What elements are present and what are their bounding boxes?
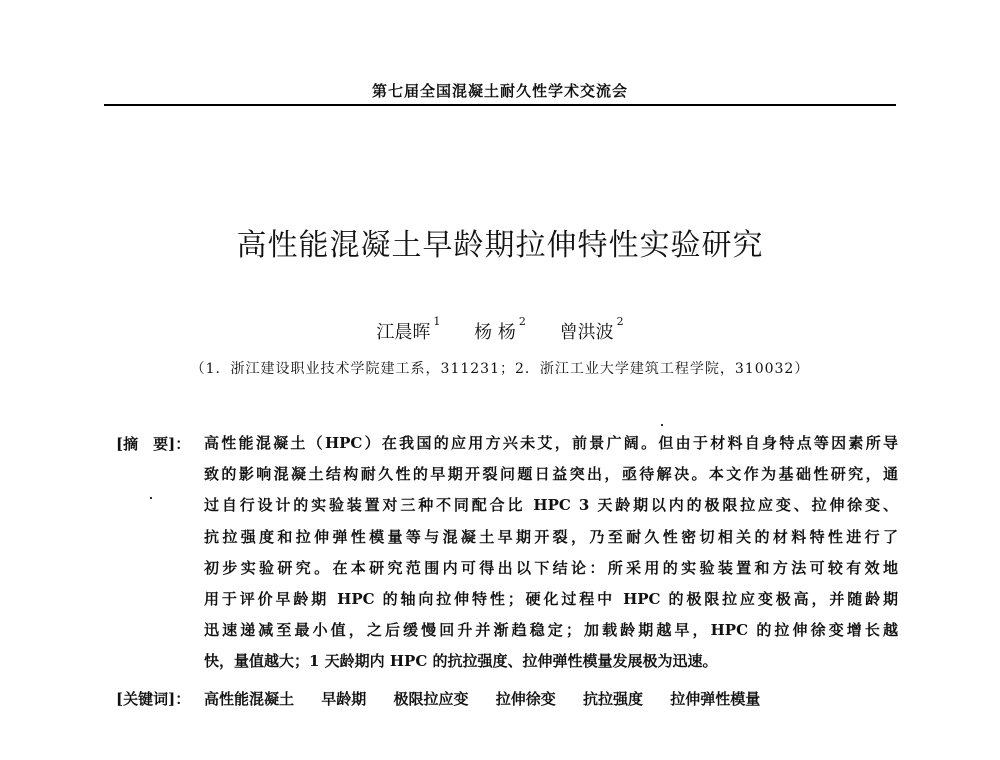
abstract-line: 过自行设计的实验装置对三种不同配合比 HPC 3 天龄期以内的极限拉应变、拉伸徐变、 bbox=[204, 496, 898, 515]
keyword: 拉伸弹性模量 bbox=[670, 690, 761, 708]
author-affil-mark: 2 bbox=[616, 315, 624, 328]
author bbox=[474, 315, 526, 343]
abstract-label: [摘 要]： bbox=[116, 435, 191, 453]
author bbox=[559, 315, 624, 343]
abstract-body bbox=[204, 433, 898, 683]
author-list bbox=[0, 315, 1000, 344]
keywords-label: [关键词]： bbox=[116, 690, 191, 708]
keyword: 高性能混凝土 bbox=[204, 690, 295, 708]
keyword: 抗拉强度 bbox=[583, 690, 644, 708]
author bbox=[376, 315, 441, 343]
author-name: 杨 杨 bbox=[474, 322, 516, 343]
header-rule bbox=[104, 104, 896, 106]
abstract-line: 初步实验研究。在本研究范围内可得出以下结论：所采用的实验装置和方法可较有效地 bbox=[204, 558, 898, 577]
author-affil-mark: 1 bbox=[433, 315, 441, 328]
abstract-line: 快，量值越大；1 天龄期内 HPC 的抗拉强度、拉伸弹性模量发展极为迅速。 bbox=[204, 652, 718, 671]
paper-title: 高性能混凝土早龄期拉伸特性实验研究 bbox=[236, 228, 764, 263]
author-name: 江晨晖 bbox=[376, 322, 431, 343]
keywords-list bbox=[204, 688, 782, 709]
keyword: 极限拉应变 bbox=[393, 690, 469, 708]
abstract-line: 高性能混凝土（HPC）在我国的应用方兴未艾，前景广阔。但由于材料自身特点等因素所导 bbox=[204, 434, 898, 452]
scan-speck bbox=[661, 424, 663, 426]
conference-header: 第七届全国混凝土耐久性学术交流会 bbox=[371, 82, 628, 100]
abstract-line: 迅速递减至最小值，之后缓慢回升并渐趋稳定；加载龄期越早，HPC 的拉伸徐变增长越 bbox=[204, 621, 898, 640]
abstract-line: 致的影响混凝土结构耐久性的早期开裂问题日益突出，亟待解决。本文作为基础性研究，通 bbox=[204, 465, 898, 484]
abstract-line: 抗拉强度和拉伸弹性模量等与混凝土早期开裂，乃至耐久性密切相关的材料特性进行了 bbox=[204, 527, 898, 546]
affiliations: （1．浙江建设职业技术学院建工系，311231；2．浙江工业大学建筑工程学院，310032） bbox=[190, 361, 810, 377]
keyword: 拉伸徐变 bbox=[495, 690, 556, 708]
author-name: 曾洪波 bbox=[559, 322, 614, 343]
author-affil-mark: 2 bbox=[518, 315, 526, 328]
scan-speck bbox=[150, 497, 152, 499]
abstract-line: 用于评价早龄期 HPC 的轴向拉伸特性；硬化过程中 HPC 的极限拉应变极高，并随龄期 bbox=[204, 589, 898, 608]
keyword: 早龄期 bbox=[321, 690, 367, 708]
